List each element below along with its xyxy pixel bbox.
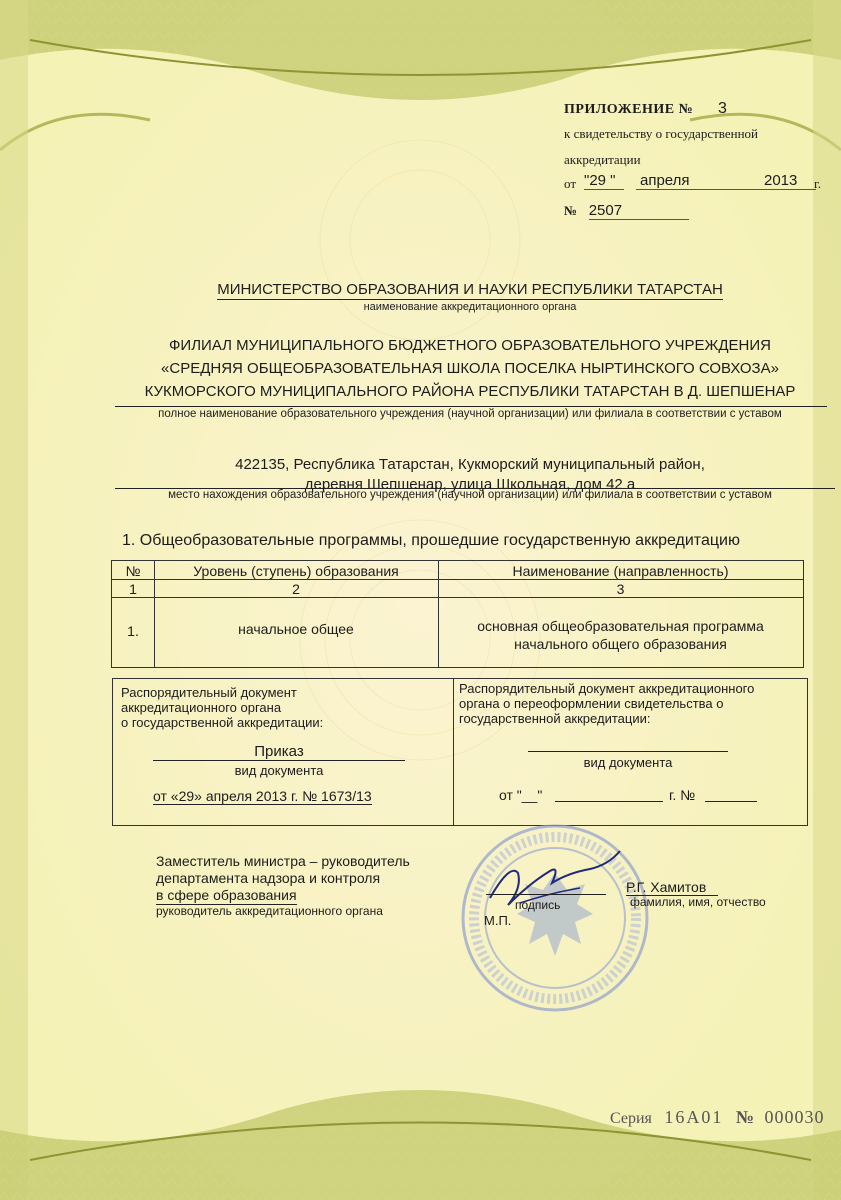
date-month: апреля [636, 172, 816, 190]
institution-line-1: ФИЛИАЛ МУНИЦИПАЛЬНОГО БЮДЖЕТНОГО ОБРАЗОВАТЕЛЬНОГО УЧРЕЖДЕНИЯ [169, 337, 771, 354]
programs-heading: 1. Общеобразовательные программы, прошедшие государственную аккредитацию [122, 532, 740, 549]
institution-name [115, 334, 825, 403]
signature-caption: подпись [515, 898, 561, 912]
table-header-num: № [125, 563, 141, 579]
certificate-number-row [564, 202, 689, 220]
appendix-subtitle: к свидетельству о государственной [564, 126, 758, 141]
left-title-line-3: о государственной аккредитации: [121, 715, 324, 730]
position-caption: руководитель аккредитационного органа [156, 904, 383, 918]
ministry-caption: наименование аккредитационного органа [363, 301, 577, 313]
orders-box [112, 678, 808, 826]
date-year-suffix: г. [814, 176, 822, 191]
row-program-line-2: начального общего образования [514, 636, 727, 652]
address-line-2: деревня Шепшенар, улица Школьная, дом 42 а [304, 476, 636, 493]
table-colnum-2: 2 [292, 581, 300, 597]
left-doc-type: Приказ [153, 743, 405, 761]
right-title-line-2: органа о переоформлении свидетельства о [459, 696, 724, 711]
institution-caption: полное наименование образовательного учреждения (научной организации) или филиала в соответствии с уставом [158, 408, 782, 420]
row-num: 1. [127, 623, 139, 639]
series-number [610, 1107, 824, 1128]
appendix-date [564, 172, 824, 192]
certificate-number-label: № [564, 203, 578, 218]
left-title-line-2: аккредитационного органа [121, 700, 282, 715]
date-year: 2013 [764, 172, 798, 189]
institution-line-3: КУКМОРСКОГО МУНИЦИПАЛЬНОГО РАЙОНА РЕСПУБЛИКИ ТАТАРСТАН В Д. ШЕПШЕНАР [144, 383, 796, 400]
position-line-2: департамента надзора и контроля [156, 870, 381, 886]
right-order-title [459, 681, 754, 726]
ministry-name: МИНИСТЕРСТВО ОБРАЗОВАНИЯ И НАУКИ РЕСПУБЛИКИ ТАТАРСТАН [217, 281, 723, 298]
left-doc-reference: от «29» апреля 2013 г. № 1673/13 [153, 788, 372, 804]
right-doc-caption: вид документа [583, 755, 673, 770]
right-doc-type-line [528, 751, 728, 752]
signatory-name-caption: фамилия, имя, отчество [630, 895, 766, 909]
table-colnum-3: 3 [616, 581, 625, 597]
ministry-block [120, 281, 820, 313]
date-from-label: от [564, 176, 577, 191]
right-title-line-1: Распорядительный документ аккредитационного [459, 681, 755, 696]
certificate-number: 2507 [589, 202, 689, 220]
address-caption: место нахождения образовательного учреждения (научной организации) или филиала в соответствии с уставом [168, 489, 772, 501]
address-line-1: 422135, Республика Татарстан, Кукморский муниципальный район, [235, 456, 705, 473]
programs-table [111, 560, 804, 668]
series-label: Серия [610, 1110, 652, 1127]
series-serial: 000030 [764, 1107, 825, 1127]
position-line-1: Заместитель министра – руководитель [156, 853, 410, 869]
stamp-label: М.П. [484, 913, 512, 928]
table-header-name: Наименование (направленность) [512, 563, 729, 579]
row-program-name [438, 617, 803, 653]
right-doc-date: от "__" [499, 787, 543, 803]
date-day: "29 " [584, 172, 624, 190]
left-doc-caption: вид документа [234, 763, 324, 778]
appendix-title: ПРИЛОЖЕНИЕ № [564, 102, 694, 117]
signatory-position [156, 853, 410, 905]
series-code: 16А01 [664, 1107, 724, 1127]
appendix-number: 3 [718, 100, 727, 117]
row-level: начальное общее [238, 621, 354, 637]
appendix-subtitle-2: аккредитации [564, 152, 641, 167]
right-doc-year: г. № [669, 787, 696, 803]
position-line-3: в сфере образования [156, 887, 297, 903]
row-program-line-1: основная общеобразовательная программа [477, 618, 764, 634]
signatory-name: Р.Г. Хамитов [626, 879, 718, 896]
table-header-level: Уровень (ступень) образования [193, 563, 399, 579]
series-num-label: № [735, 1107, 754, 1127]
left-title-line-1: Распорядительный документ [121, 685, 297, 700]
left-order-title [121, 685, 323, 730]
right-title-line-3: государственной аккредитации: [459, 711, 651, 726]
table-colnum-1: 1 [129, 581, 137, 597]
institution-line-2: «СРЕДНЯЯ ОБЩЕОБРАЗОВАТЕЛЬНАЯ ШКОЛА ПОСЕЛКА НЫРТИНСКОГО СОВХОЗА» [161, 360, 779, 377]
